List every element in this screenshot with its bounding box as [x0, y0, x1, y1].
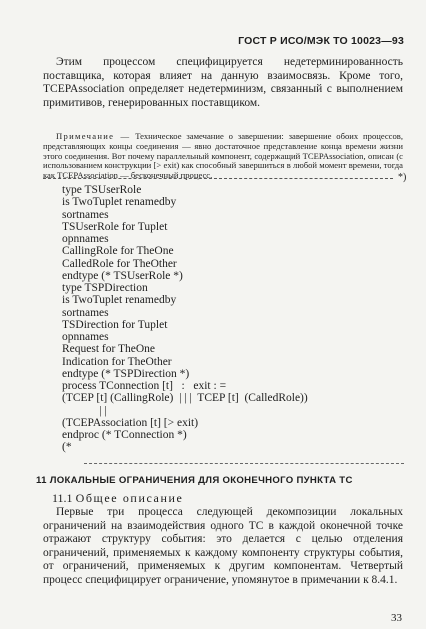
- code-line: CalledRole for TheOther: [62, 257, 177, 270]
- code-line: type TSPDirection: [62, 282, 148, 294]
- code-line: (TCEP [t] (CallingRole) | | | TCEP [t] (CalledRole)): [62, 392, 308, 405]
- code-line: TSUserRole for Tuplet: [62, 220, 168, 233]
- code-line: endtype (* TSUserRole *): [62, 269, 183, 282]
- code-line: endtype (* TSPDirection *): [62, 367, 190, 380]
- code-line: (*: [62, 441, 72, 454]
- separator-rule: [43, 178, 393, 179]
- lotos-code-block: [62, 184, 308, 454]
- code-line: CallingRole for TheOne: [62, 245, 174, 258]
- note-lead: Примечание —: [56, 131, 131, 141]
- code-line: type TSUserRole: [62, 184, 142, 196]
- code-line: sortnames: [62, 306, 109, 319]
- code-line: | |: [62, 404, 107, 417]
- note-text: Техническое замечание о завершении: завершение обоих процессов, представляющих концы соединения — явно достаточное представление конца времени жизни этого соединения. Вот почему параллельный компонент, содержащий TCEPAssociation, описан (с использованием конструкции [> exit) как способный завершиться в любой момент времени, тогда как TCEPAssociation — бесконечный процесс.: [43, 131, 403, 181]
- code-line: is TwoTuplet renamedby: [62, 294, 177, 307]
- code-line: process TConnection [t] : exit : =: [62, 380, 227, 392]
- subsection-number: 11.1: [52, 491, 73, 505]
- subsection-title: Общее описание: [75, 491, 184, 505]
- code-line: Request for TheOne: [62, 343, 156, 356]
- note-block: [43, 132, 403, 181]
- code-line: opnnames: [62, 233, 109, 245]
- comment-open-mark: *): [398, 172, 407, 183]
- page-number: 33: [391, 612, 402, 624]
- code-line: (TCEPAssociation [t] [> exit): [62, 416, 199, 429]
- code-comment-rule: [84, 463, 404, 464]
- code-line: is TwoTuplet renamedby: [62, 196, 177, 209]
- page-header: ГОСТ Р ИСО/МЭК ТО 10023—93: [238, 35, 404, 47]
- intro-paragraph: Этим процессом специфицируется недетерминированность поставщика, которая влияет на данную взаимосвязь. Кроме того, TCEPAssociation определяет недетерминизм, связанный с выполнением примитивов, генерированных поставщиком.: [43, 56, 403, 109]
- code-line: opnnames: [62, 331, 109, 343]
- code-line: endproc (* TConnection *): [62, 429, 187, 441]
- section-heading: 11 ЛОКАЛЬНЫЕ ОГРАНИЧЕНИЯ ДЛЯ ОКОНЕЧНОГО ПУНКТА ТС: [36, 475, 353, 486]
- code-line: Indication for TheOther: [62, 355, 172, 368]
- code-line: TSDirection for Tuplet: [62, 318, 168, 331]
- code-line: sortnames: [62, 208, 109, 221]
- body-paragraph: Первые три процесса следующей декомпозиции локальных ограничений на взаимодействия одного ТС в каждой оконечной точке отражают структуру события: это делается с целью отделения ограничений, применяемых к каждому компоненту структуры события, от ограничений, применяемых к другим компонентам. Четвертый процесс специфицирует ограничение, упомянутое в примечании к 8.4.1.: [43, 506, 403, 586]
- subsection-heading: [52, 491, 183, 506]
